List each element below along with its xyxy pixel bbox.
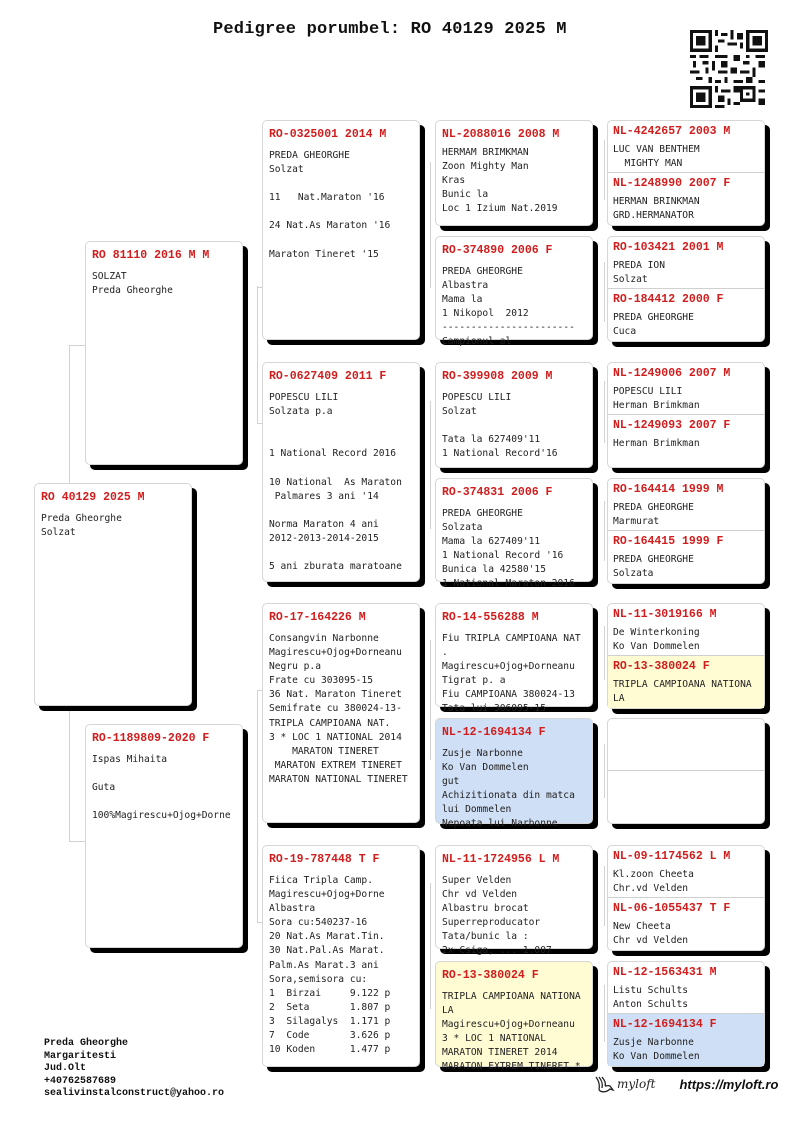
pigeon-info: PREDA GHEORGHE Albastra Mama la 1 Nikopol 2012 ----------------------- Campionul al: [442, 266, 575, 348]
pigeon-info: HERMAN BRINKMAN GRD.HERMANATOR: [613, 196, 700, 221]
pigeon-info: PREDA GHEORGHE Solzata Mama la 627409'11 1 National Record '16 Bunica la 42580'15 1 National Maraton 2016: [442, 508, 575, 590]
great-grandparent-card[interactable]: [435, 120, 593, 226]
ring-number: RO-374831 2006 F: [442, 486, 553, 499]
connector-line: [430, 401, 431, 529]
pigeon-info: LUC VAN BENTHEM MIGHTY MAN: [613, 144, 700, 169]
brand-logo: [593, 1073, 655, 1095]
connector-line: [604, 744, 605, 798]
great-great-grandparent-pair: [607, 603, 765, 709]
great-great-grandparent-dam[interactable]: [608, 415, 764, 467]
ring-number: NL-11-1724956 L M: [442, 853, 560, 866]
ring-number: RO-13-380024 F: [442, 969, 539, 982]
grandparent-card[interactable]: [262, 603, 420, 823]
page-title: Pedigree porumbel: RO 40129 2025 M: [213, 20, 567, 39]
subject-card[interactable]: [34, 483, 192, 706]
ring-number: RO-164414 1999 M: [613, 483, 724, 496]
ring-number: RO 81110 2016 M M: [92, 249, 210, 262]
ring-number: NL-06-1055437 T F: [613, 902, 731, 915]
brand-footer: [593, 1073, 778, 1095]
great-great-grandparent-dam[interactable]: [608, 898, 764, 950]
connector-line: [430, 883, 431, 1009]
connector-line: [604, 501, 605, 561]
pigeon-info: PREDA GHEORGHE Solzat 11 Nat.Maraton '16 24 Nat.As Maraton '16 Maraton Tineret '15: [269, 150, 391, 260]
website-link[interactable]: https://myloft.ro: [679, 1076, 779, 1092]
great-great-grandparent-sire[interactable]: [608, 479, 764, 531]
connector-line: [430, 162, 431, 288]
pigeon-info: Preda Gheorghe Solzat: [41, 513, 122, 539]
grandparent-card[interactable]: [262, 362, 420, 582]
pigeon-info: Zusje Narbonne Ko Van Dommelen: [613, 1037, 700, 1062]
connector-line: [257, 690, 258, 922]
pigeon-info: TRIPLA CAMPIOANA NATIONA LA Magirescu+Ojog+Dorneanu 3 * LOC 1 NATIONAL MARATON TINERET 2014 MARATON EXTREM TINERET *: [442, 991, 581, 1073]
ring-number: RO-19-787448 T F: [269, 853, 380, 866]
great-great-grandparent-sire[interactable]: [608, 121, 764, 173]
pigeon-info: De Winterkoning Ko Van Dommelen: [613, 627, 700, 652]
ring-number: RO-0627409 2011 F: [269, 370, 387, 383]
ring-number: NL-12-1563431 M: [613, 966, 717, 979]
great-great-grandparent-sire[interactable]: [608, 962, 764, 1014]
great-grandparent-card[interactable]: [435, 845, 593, 957]
breeder-contact: Preda Gheorghe Margaritesti Jud.Olt +40762587689 sealivinstalconstruct@yahoo.ro: [44, 1038, 225, 1100]
pigeon-info: SOLZAT Preda Gheorghe: [92, 271, 173, 297]
great-great-grandparent-dam[interactable]: [608, 531, 764, 583]
ring-number: RO-399908 2009 M: [442, 370, 553, 383]
great-great-grandparent-sire-empty[interactable]: [608, 719, 764, 771]
connector-line: [69, 706, 70, 841]
great-great-grandparent-pair: [607, 120, 765, 226]
great-great-grandparent-pair: [607, 362, 765, 468]
ring-number: RO-14-556288 M: [442, 611, 539, 624]
great-great-grandparent-sire[interactable]: [608, 363, 764, 415]
pigeon-info: HERMAM BRIMKMAN Zoon Mighty Man Kras Bunic la Loc 1 Izium Nat.2019: [442, 147, 558, 215]
ring-number: NL-1249006 2007 M: [613, 367, 731, 380]
ring-number: NL-09-1174562 L M: [613, 850, 731, 863]
connector-line: [604, 866, 605, 926]
connector-line: [430, 640, 431, 760]
pigeon-info: TRIPLA CAMPIOANA NATIONA LA: [613, 679, 752, 704]
great-great-grandparent-dam[interactable]: [608, 1014, 764, 1066]
great-grandparent-card[interactable]: [435, 362, 593, 468]
pigeon-info: Fiica Tripla Camp. Magirescu+Ojog+Dorne Albastra Sora cu:540237-16 20 Nat.As Marat.Tin. 30 Nat.Pal.As Marat. Palm.As Marat.3 ani Sora,semisora cu: 1 Birzai 9.122 p 2 Seta 1.807 p 3 Silagalys 1.171 p 7 Code 3.626 p 10 Koden 1.477 p: [269, 875, 391, 1056]
great-great-grandparent-dam-empty[interactable]: [608, 771, 764, 823]
pigeon-info: Fiu TRIPLA CAMPIOANA NAT . Magirescu+Ojog+Dorneanu Tigrat p. a Fiu CAMPIOANA 380024-13 Tata lui 306095-15: [442, 633, 581, 715]
great-great-grandparent-dam[interactable]: [608, 289, 764, 341]
great-great-grandparent-pair: [607, 478, 765, 584]
ring-number: RO-1189809-2020 F: [92, 732, 210, 745]
grandparent-card[interactable]: [262, 120, 420, 340]
pigeon-info: Ispas Mihaita Guta 100%Magirescu+Ojog+Dorne: [92, 754, 231, 822]
ring-number: NL-12-1694134 F: [613, 1018, 717, 1031]
connector-line: [604, 262, 605, 322]
pigeon-info: Consangvin Narbonne Magirescu+Ojog+Dorneanu Negru p.a Frate cu 303095-15 36 Nat. Maraton Tineret Semifrate cu 380024-13- TRIPLA CAMPIOANA NAT. 3 * LOC 1 NATIONAL 2014 MARATON TINERET MARATON EXTREM TINERET MARATON NATIONAL TINERET: [269, 633, 408, 785]
pigeon-info: POPESCU LILI Herman Brimkman: [613, 386, 700, 411]
ring-number: NL-12-1694134 F: [442, 726, 546, 739]
pigeon-info: PREDA ION Solzat: [613, 260, 665, 285]
ring-number: RO-184412 2000 F: [613, 293, 724, 306]
great-great-grandparent-pair: [607, 961, 765, 1067]
ring-number: RO 40129 2025 M: [41, 491, 145, 504]
sire-card[interactable]: [85, 241, 243, 465]
qr-code-icon: [689, 30, 769, 108]
great-great-grandparent-dam[interactable]: [608, 173, 764, 225]
great-great-grandparent-pair: [607, 236, 765, 342]
ring-number: RO-17-164226 M: [269, 611, 366, 624]
connector-line: [604, 140, 605, 200]
connector-line: [604, 381, 605, 443]
connector-line: [257, 286, 258, 423]
ring-number: NL-11-3019166 M: [613, 608, 717, 621]
great-grandparent-card[interactable]: [435, 478, 593, 590]
pigeon-info: POPESCU LILI Solzata p.a 1 National Record 2016 10 National As Maraton Palmares 3 ani '14 Norma Maraton 4 ani 2012-2013-2014-2015 5 ani zburata maratoane: [269, 392, 402, 573]
great-great-grandparent-pair: [607, 845, 765, 951]
connector-line: [604, 985, 605, 1042]
bird-logo-icon: [593, 1073, 615, 1095]
pigeon-info: PREDA GHEORGHE Marmurat: [613, 502, 694, 527]
pigeon-info: PREDA GHEORGHE Cuca: [613, 312, 694, 337]
connector-line: [69, 345, 70, 483]
great-great-grandparent-sire[interactable]: [608, 846, 764, 898]
great-grandparent-card[interactable]: [435, 961, 593, 1073]
pigeon-info: PREDA GHEORGHE Solzata: [613, 554, 694, 579]
ring-number: RO-374890 2006 F: [442, 244, 553, 257]
pigeon-info: Herman Brimkman: [613, 438, 700, 449]
great-great-grandparent-dam[interactable]: [608, 656, 764, 708]
ring-number: NL-1248990 2007 F: [613, 177, 731, 190]
pigeon-info: New Cheeta Chr vd Velden: [613, 921, 689, 946]
ring-number: RO-0325001 2014 M: [269, 128, 387, 141]
ring-number: RO-164415 1999 F: [613, 535, 724, 548]
ring-number: NL-4242657 2003 M: [613, 125, 731, 138]
pigeon-info: Super Velden Chr vd Velden Albastru brocat Superreproducator Tata/bunic la : 2x Csiga, ... 1.007: [442, 875, 552, 957]
great-grandparent-card[interactable]: [435, 718, 593, 830]
grandparent-card[interactable]: [262, 845, 420, 1067]
great-grandparent-card[interactable]: [435, 603, 593, 715]
great-grandparent-card[interactable]: [435, 236, 593, 348]
great-great-grandparent-sire[interactable]: [608, 237, 764, 289]
pigeon-info: Listu Schults Anton Schults: [613, 985, 689, 1010]
ring-number: RO-103421 2001 M: [613, 241, 724, 254]
ring-number: NL-1249093 2007 F: [613, 419, 731, 432]
connector-line: [604, 626, 605, 680]
brand-name: myloft: [617, 1077, 656, 1091]
pigeon-info: Kl.zoon Cheeta Chr.vd Velden: [613, 869, 694, 894]
ring-number: RO-13-380024 F: [613, 660, 710, 673]
ring-number: NL-2088016 2008 M: [442, 128, 560, 141]
pigeon-info: Zusje Narbonne Ko Van Dommelen gut Achizitionata din matca lui Dommelen Nepoata lui Narbonne: [442, 748, 575, 830]
dam-card[interactable]: [85, 724, 243, 948]
great-great-grandparent-pair-empty: [607, 718, 765, 824]
pigeon-info: POPESCU LILI Solzat Tata la 627409'11 1 National Record'16: [442, 392, 558, 460]
great-great-grandparent-sire[interactable]: [608, 604, 764, 656]
